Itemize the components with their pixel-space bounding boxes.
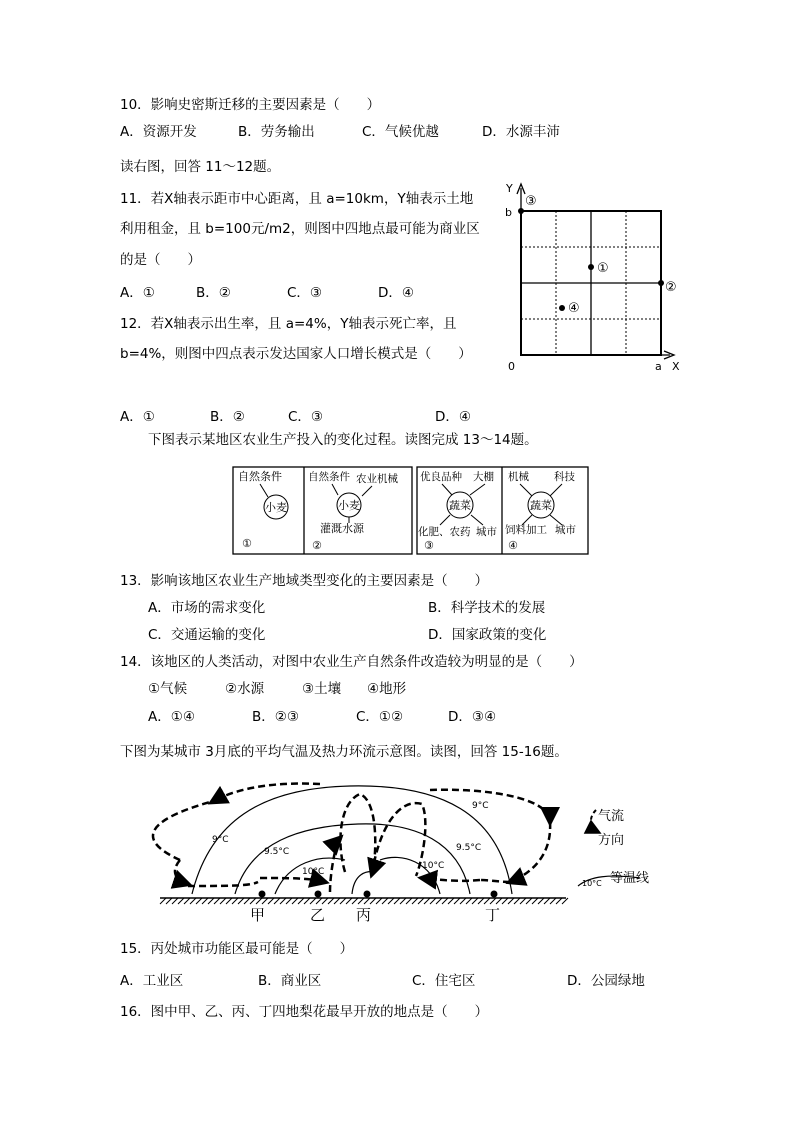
q11-option-c: C．③ <box>287 285 323 301</box>
q13-option-c: C．交通运输的变化 <box>148 627 266 643</box>
p3-num: ③ <box>424 539 434 552</box>
p3-top-left: 优良品种 <box>420 471 462 483</box>
q11-line-3: 的是（ ） <box>120 252 201 268</box>
p3-bottom-right: 城市 <box>476 526 497 538</box>
label-jia: 甲 <box>250 906 266 924</box>
site-yi <box>315 891 322 898</box>
q10-option-c: C．气候优越 <box>362 124 439 140</box>
iso-label-9-right: 9°C <box>472 801 489 811</box>
intro-11-12: 读右图，回答 11～12题。 <box>120 159 281 175</box>
site-ding <box>491 891 498 898</box>
iso-label-95-right: 9.5°C <box>456 843 482 853</box>
p3-bottom-left: 化肥、农药 <box>418 526 471 538</box>
q14-stem: 14．该地区的人类活动，对图中农业生产自然条件改造较为明显的是（ ） <box>120 654 583 670</box>
agriculture-input-diagram <box>232 465 592 560</box>
q13-stem: 13．影响该地区农业生产地域类型变化的主要因素是（ ） <box>120 573 489 589</box>
point-3-label: ③ <box>525 194 537 209</box>
x-axis-label: X <box>672 360 680 373</box>
q13-option-a: A．市场的需求变化 <box>148 600 266 616</box>
q15-option-a: A．工业区 <box>120 973 184 989</box>
label-bing: 丙 <box>356 906 372 924</box>
point-4 <box>559 305 565 311</box>
legend-flow-2: 方向 <box>598 833 625 848</box>
point-4-label: ④ <box>568 301 580 316</box>
a-label: a <box>655 360 662 373</box>
q10-option-d: D．水源丰沛 <box>482 124 560 140</box>
point-1-label: ① <box>597 261 609 276</box>
q12-line-2: b=4%，则图中四点表示发达国家人口增长模式是（ ） <box>120 346 472 362</box>
q12-option-c: C．③ <box>288 409 324 425</box>
q12-option-b: B．② <box>210 409 245 425</box>
point-1 <box>588 264 594 270</box>
q15-option-c: C．住宅区 <box>412 973 476 989</box>
q12-option-a: A．① <box>120 409 155 425</box>
label-yi: 乙 <box>310 906 326 924</box>
p3-top-right: 大棚 <box>473 471 494 483</box>
q14-option-d: D．③④ <box>448 709 497 725</box>
q14-choice-1: ①气候 <box>148 681 188 697</box>
p4-center: 蔬菜 <box>530 499 552 512</box>
p4-num: ④ <box>508 539 518 552</box>
q12-line-1: 12．若X轴表示出生率，且 a=4%，Y轴表示死亡率，且 <box>120 316 457 332</box>
q14-choice-2: ②水源 <box>225 681 265 697</box>
p1-top: 自然条件 <box>238 470 282 483</box>
q14-option-a: A．①④ <box>148 709 195 725</box>
point-2-label: ② <box>665 280 677 295</box>
q11-line-2: 利用租金，且 b=100元/m2，则图中四地点最可能为商业区 <box>120 221 480 237</box>
p2-bottom: 灌溉水源 <box>320 522 364 535</box>
legend-iso-label: 等温线 <box>610 871 650 886</box>
intro-15-16: 下图为某城市 3月底的平均气温及热力环流示意图。读图，回答 15-16题。 <box>120 744 568 760</box>
point-3 <box>518 208 524 214</box>
origin-label: 0 <box>508 360 515 373</box>
p1-center: 小麦 <box>265 501 287 514</box>
legend-iso-value: 10°C <box>582 879 602 888</box>
y-axis-label: Y <box>506 182 513 195</box>
q13-option-b: B．科学技术的发展 <box>428 600 546 616</box>
p4-bottom-right: 城市 <box>555 524 576 536</box>
p4-top-left: 机械 <box>508 471 529 483</box>
q13-option-d: D．国家政策的变化 <box>428 627 547 643</box>
heat-circulation-diagram <box>140 782 670 932</box>
q10-option-a: A．资源开发 <box>120 124 197 140</box>
p3-center: 蔬菜 <box>449 499 471 512</box>
intro-13-14: 下图表示某地区农业生产投入的变化过程。读图完成 13～14题。 <box>148 432 538 448</box>
site-bing <box>364 891 371 898</box>
point-2 <box>658 280 664 286</box>
q11-option-d: D．④ <box>378 285 414 301</box>
q15-option-d: D．公园绿地 <box>567 973 645 989</box>
q10-option-b: B．劳务输出 <box>238 124 315 140</box>
q14-option-b: B．②③ <box>252 709 299 725</box>
ground-hatch <box>160 898 568 904</box>
iso-label-95-left: 9.5°C <box>264 847 290 857</box>
q11-line-1: 11．若X轴表示距市中心距离，且 a=10km，Y轴表示土地 <box>120 191 474 207</box>
p2-center: 小麦 <box>338 499 360 512</box>
iso-label-10-left: 10°C <box>302 867 325 877</box>
p4-bottom-left: 饲料加工 <box>505 524 547 536</box>
q11-option-a: A．① <box>120 285 155 301</box>
p4-top-right: 科技 <box>554 471 575 483</box>
site-jia <box>259 891 266 898</box>
b-label: b <box>505 206 512 219</box>
label-ding: 丁 <box>485 906 501 924</box>
legend-flow-1: 气流 <box>598 809 625 824</box>
q10-stem: 10．影响史密斯迁移的主要因素是（ ） <box>120 97 381 113</box>
q14-choice-3: ③土壤 <box>302 681 342 697</box>
iso-label-10-right: 10°C <box>422 861 445 871</box>
q14-option-c: C．①② <box>356 709 404 725</box>
q12-option-d: D．④ <box>435 409 471 425</box>
q11-option-b: B．② <box>196 285 231 301</box>
p2-num: ② <box>312 539 322 552</box>
q14-choice-4: ④地形 <box>367 681 407 697</box>
iso-label-9-left: 9°C <box>212 835 229 845</box>
p2-top-right: 农业机械 <box>356 473 398 485</box>
p2-top-left: 自然条件 <box>308 471 350 483</box>
q15-stem: 15．丙处城市功能区最可能是（ ） <box>120 941 354 957</box>
p1-num: ① <box>242 537 252 550</box>
coordinate-graph <box>500 180 690 375</box>
q15-option-b: B．商业区 <box>258 973 322 989</box>
q16-stem: 16．图中甲、乙、丙、丁四地梨花最早开放的地点是（ ） <box>120 1004 489 1020</box>
